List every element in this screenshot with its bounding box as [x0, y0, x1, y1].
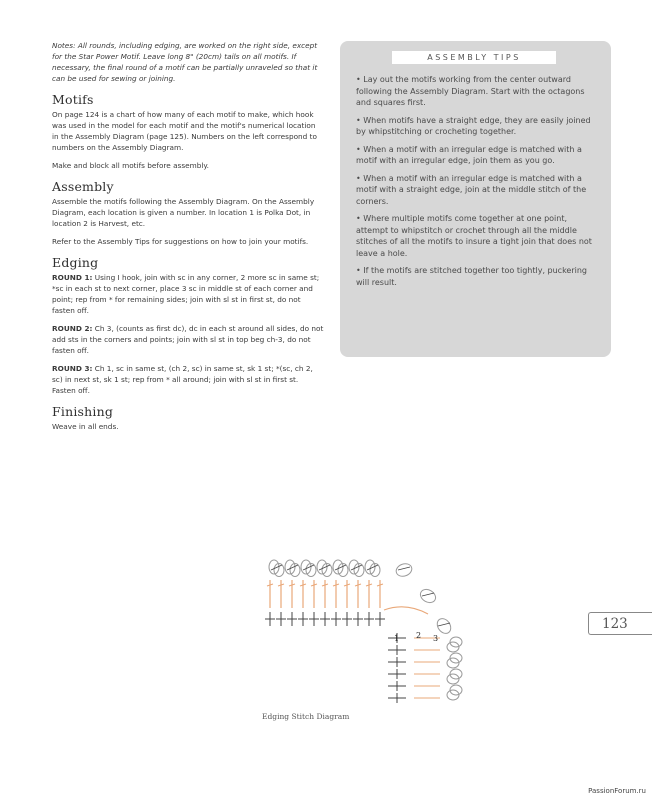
assembly-tips-box — [340, 41, 611, 357]
sc-stitches — [265, 612, 406, 703]
diagram-caption: Edging Stitch Diagram — [262, 712, 350, 721]
ch-loop — [287, 565, 298, 570]
assembly-paragraph-2: Refer to the Assembly Tips for suggestions on how to join your motifs. — [52, 237, 309, 246]
ch-loop — [303, 565, 314, 570]
motifs-paragraph-1: On page 124 is a chart of how many of each motif to make, which hook was used in the model for each motif and the motif's numerical location in the Assembly Diagram (page 125). Numbers on the left correspond to numbers on the Assembly Diagram. — [52, 110, 317, 152]
tip-item: • If the motifs are stitched together too tightly, puckering will result. — [356, 266, 588, 287]
assembly-tips-list — [356, 74, 594, 294]
motifs-heading: Motifs — [52, 92, 94, 107]
assembly-tips-title: ASSEMBLY TIPS — [392, 51, 556, 64]
dc-stitches — [267, 580, 440, 698]
finishing-heading: Finishing — [52, 404, 114, 419]
ch-loop — [319, 565, 330, 570]
round-2-label: ROUND 2: — [52, 324, 93, 333]
round-3-label: ROUND 3: — [52, 364, 93, 373]
dc-stitch — [384, 607, 428, 614]
assembly-heading: Assembly — [52, 179, 114, 194]
tip-item: • When motifs have a straight edge, they are easily joined by whipstitching or crocheting together. — [356, 115, 591, 136]
edging-round-3 — [52, 363, 324, 396]
round-1-label: ROUND 1: — [52, 273, 93, 282]
round-label-1: 1 — [394, 634, 400, 643]
round-2-text: Ch 3, (counts as first dc), dc in each st around all sides, do not add sts in the corners and points; join with sl st in top beg ch-3, do not fasten off. — [52, 324, 324, 355]
tip-item: • Lay out the motifs working from the center outward following the Assembly Diagram. Start with the octagons and squares first. — [356, 75, 585, 107]
left-column — [52, 40, 324, 439]
ch-loop — [438, 623, 450, 626]
ch-loop — [398, 567, 410, 570]
round-3-text: Ch 1, sc in same st, (ch 2, sc) in same st, sk 1 st; *(sc, ch 2, sc) in next st, sk 1 st; rep from * all around; join with sl st in first st. Fasten off. — [52, 364, 313, 395]
motifs-paragraph-2: Make and block all motifs before assembly. — [52, 161, 209, 170]
ch-loops — [269, 560, 462, 700]
page-number: 123 — [588, 612, 652, 635]
tip-item: • Where multiple motifs come together at one point, attempt to whipstitch or crochet through all the middle stitches of all the motifs to insure a tight join that does not leave a hole. — [356, 214, 592, 258]
tip-item: • When a motif with an irregular edge is matched with a motif with an irregular edge, join them as you go. — [356, 144, 582, 165]
assembly-paragraph-1: Assemble the motifs following the Assembly Diagram. On the Assembly Diagram, each location is given a number. In location 1 is Polka Dot, in location 2 is Harvest, etc. — [52, 197, 315, 228]
ch-loop — [351, 565, 362, 570]
ch-loop — [434, 616, 453, 636]
round-label-2: 2 — [416, 631, 422, 640]
ch-loop — [422, 593, 434, 596]
edging-round-1 — [52, 272, 324, 316]
ch-loop — [367, 565, 378, 570]
notes-paragraph: Notes: All rounds, including edging, are worked on the right side, except for the Star Power Motif. Leave long 8" (20cm) tails on all motifs. If necessary, the final round of a motif can be partially unraveled so that it can be used for sewing or joining. — [52, 41, 318, 83]
round-1-text: Using I hook, join with sc in any corner, 2 more sc in same st; *sc in each st to next corner, place 3 sc in middle st of each corner and point; rep from * for remaining sides; join with sl st in first st, do not fasten off. — [52, 273, 320, 315]
tip-item: • When a motif with an irregular edge is matched with a motif with a straight edge, join at the middle stitch of the corners. — [356, 173, 587, 206]
edging-heading: Edging — [52, 255, 99, 270]
round-label-3: 3 — [433, 634, 439, 643]
watermark: PassionForum.ru — [588, 787, 646, 795]
finishing-paragraph: Weave in all ends. — [52, 422, 119, 431]
edging-stitch-diagram — [256, 550, 476, 710]
edging-round-2 — [52, 323, 324, 356]
ch-loop — [335, 565, 346, 570]
ch-loop — [394, 562, 413, 579]
ch-loop — [418, 587, 438, 605]
ch-loop — [271, 565, 282, 570]
